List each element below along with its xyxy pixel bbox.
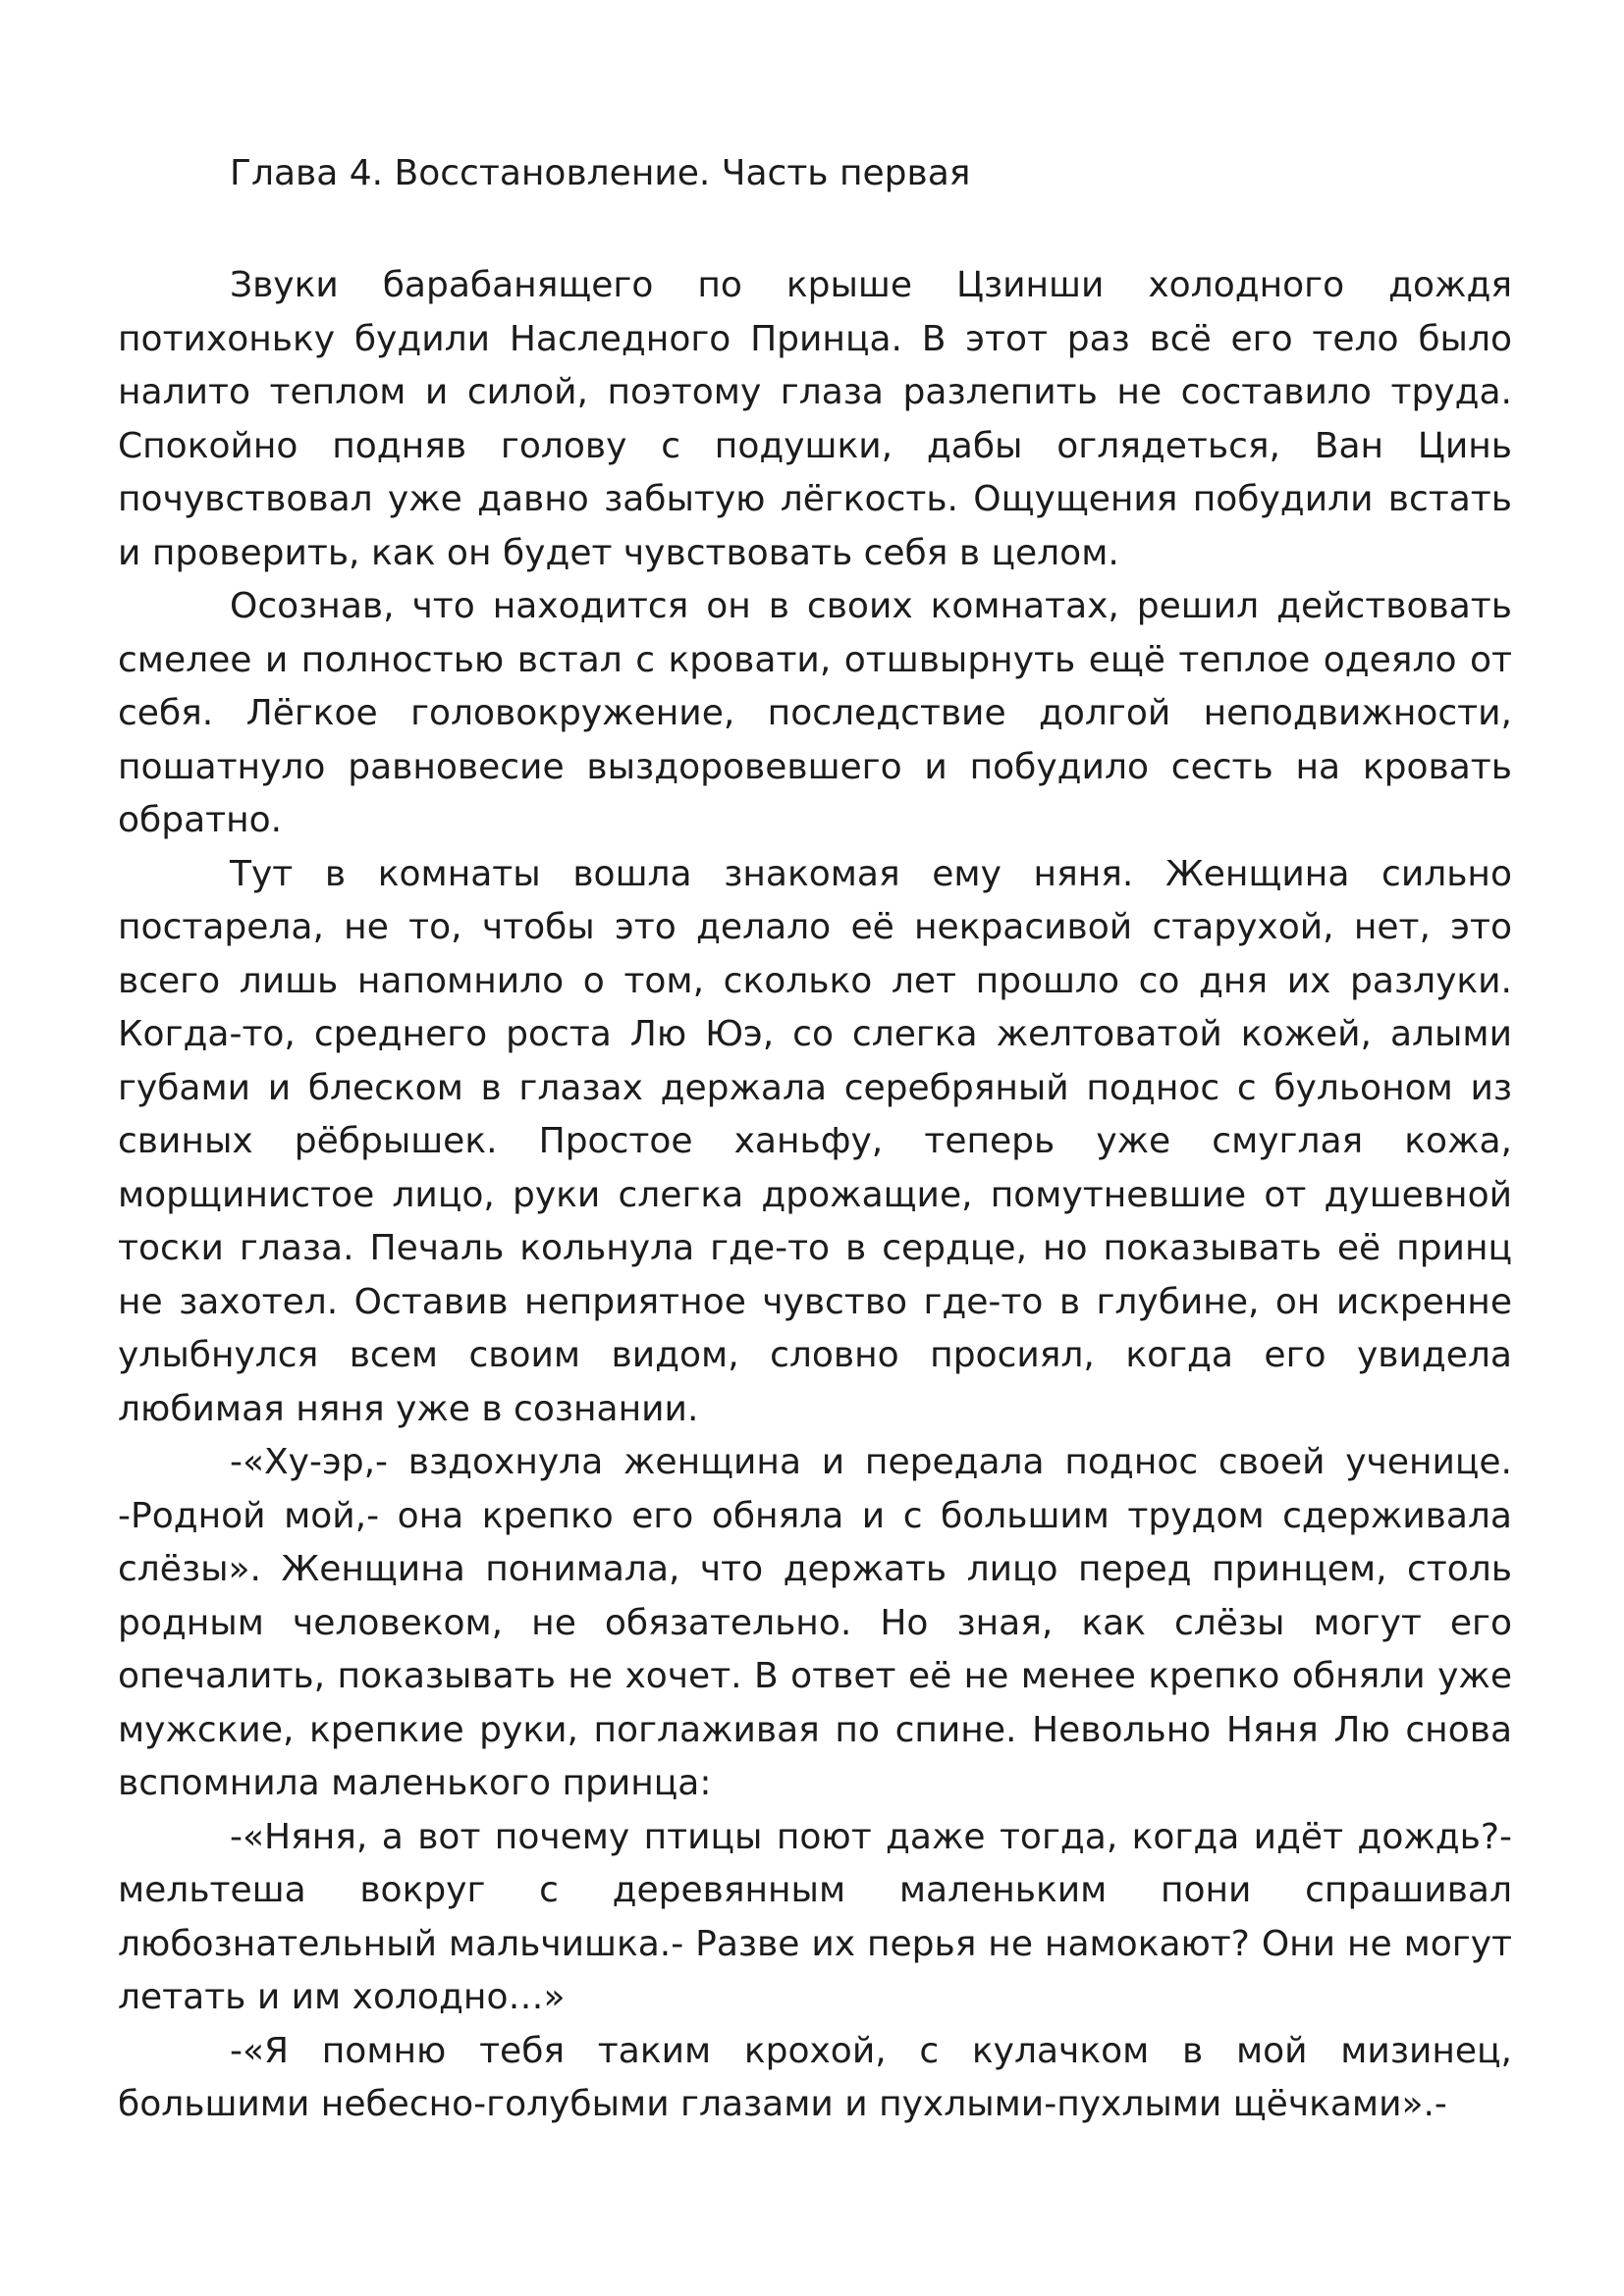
paragraph-4: -«Ху-эр,- вздохнула женщина и передала поднос своей ученице. -Родной мой,- она крепко его обняла и с большим трудом сдерживала слёзы». Женщина понимала, что держать лицо перед принцем, столь родным человеком, не обязательно. Но зная, как слёзы могут его опечалить, показывать не хочет. В ответ её не менее крепко обняли уже мужские, крепкие руки, поглаживая по спине. Невольно Няня Лю снова вспомнила маленького принца: (118, 1442, 1512, 1803)
paragraph-6: -«Я помню тебя таким крохой, с кулачком в мой мизинец, большими небесно-голубыми глазами и пухлыми-пухлыми щёчками».- (118, 2030, 1512, 2124)
paragraph-2: Осознав, что находится он в своих комнатах, решил действовать смелее и полностью встал с кровати, отшвырнуть ещё теплое одеяло от себя. Лёгкое головокружение, последствие долгой неподвижности, пошатнуло равновесие выздоровевшего и побудило сесть на кровать обратно. (118, 586, 1512, 840)
chapter-title: Глава 4. Восстановление. Часть первая (230, 153, 971, 193)
paragraph-3: Тут в комнаты вошла знакомая ему няня. Женщина сильно постарела, не то, чтобы это делало её некрасивой старухой, нет, это всего лишь напомнило о том, сколько лет прошло со дня их разлуки. Когда-то, среднего роста Лю Юэ, со слегка желтоватой кожей, алыми губами и блеском в глазах держала серебряный поднос с бульоном из свиных рёбрышек. Простое ханьфу, теперь уже смуглая кожа, морщинистое лицо, руки слегка дрожащие, помутневшие от душевной тоски глаза. Печаль кольнула где-то в сердце, но показывать её принц не захотел. Оставив неприятное чувство где-то в глубине, он искренне улыбнулся всем своим видом, словно просиял, когда его увидела любимая няня уже в сознании. (118, 853, 1512, 1429)
document-body (118, 147, 1512, 2132)
paragraph-5: -«Няня, а вот почему птицы поют даже тогда, когда идёт дождь?- мельтеша вокруг с деревянным маленьким пони спрашивал любознательный мальчишка.- Разве их перья не намокают? Они не могут летать и им холодно…» (118, 1816, 1512, 2017)
paragraph-1: Звуки барабанящего по крыше Цзинши холодного дождя потихоньку будили Наследного Принца. В этот раз всё его тело было налито теплом и силой, поэтому глаза разлепить не составило труда. Спокойно подняв голову с подушки, дабы оглядеться, Ван Цинь почувствовал уже давно забытую лёгкость. Ощущения побудили встать и проверить, как он будет чувствовать себя в целом. (118, 265, 1512, 573)
